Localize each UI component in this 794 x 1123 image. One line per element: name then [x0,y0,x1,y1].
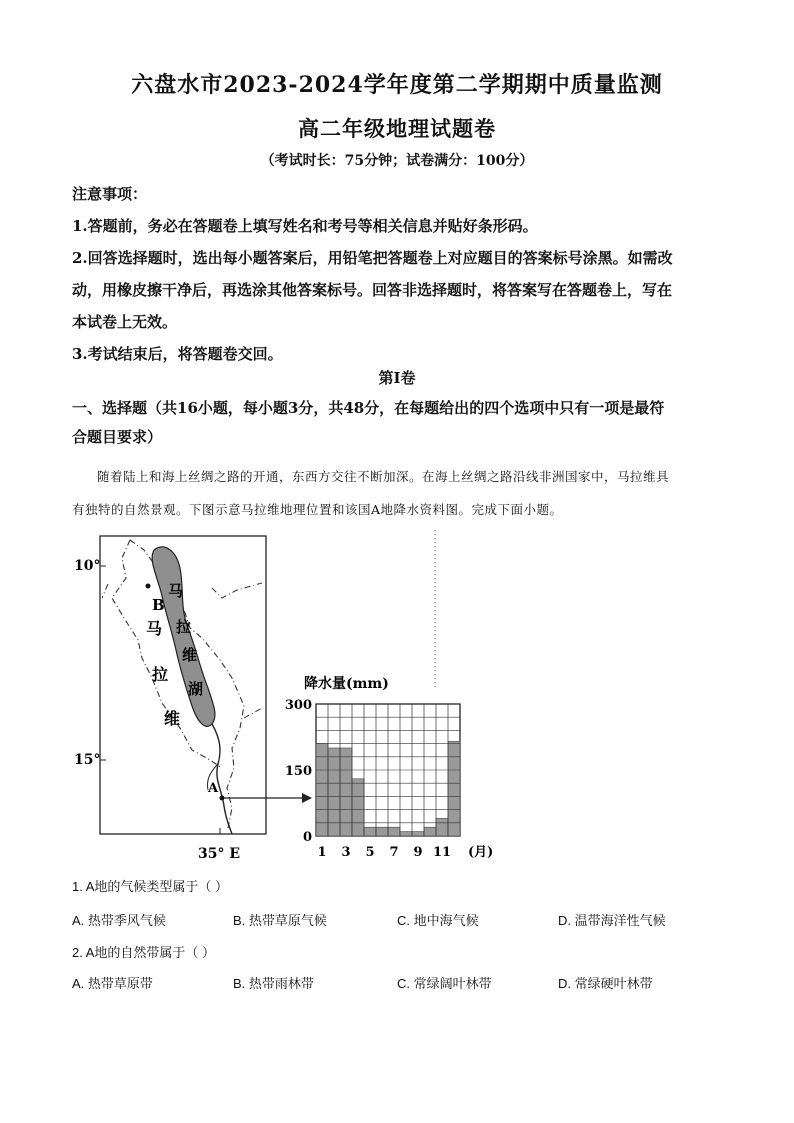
notice-line: 动，用橡皮擦干净后，再选涂其他答案标号。回答非选择题时，将答案写在答题卷上，写在 [72,281,673,299]
notice-line: 3.考试结束后，将答题卷交回。 [72,345,283,363]
question-1-option-a[interactable]: A. 热带季风气候 [72,913,166,928]
precipitation-bar [376,827,388,836]
point-b-label: B [152,596,165,614]
precipitation-bar [364,827,376,836]
map-frame [100,536,266,834]
exam-subtitle: 高二年级地理试题卷 [298,116,496,141]
question-2-stem: 2. A地的自然带属于（ ） [72,945,216,960]
lake-name-char: 马 [168,582,184,600]
exam-title: 六盘水市2023-2024学年度第二学期期中质量监测 [131,72,663,98]
lake-name-char: 拉 [176,618,192,636]
question-2-option-c[interactable]: C. 常绿阔叶林带 [397,976,492,991]
precipitation-bar [400,832,412,836]
precipitation-bar [424,827,436,836]
precipitation-bar [412,832,424,836]
question-intro [72,460,722,526]
x-tick-label: 5 [365,845,375,860]
point-a-label: A [208,781,219,796]
part-heading-line: 一、选择题（共16小题，每小题3分，共48分，在每题给出的四个选项中只有一项是最符 [72,399,665,417]
volume-title: 第I卷 [378,369,416,387]
y-tick-label: 0 [302,830,312,845]
question-1-stem: 1. A地的气候类型属于（ ） [72,879,229,894]
x-tick-label: 7 [389,845,399,860]
lat-label-10: 10° [74,558,101,574]
precipitation-bar [388,827,400,836]
x-tick-label: 1 [317,845,327,860]
chart-ylabel: 降水量(mm) [304,676,389,692]
y-tick-label: 300 [284,698,312,713]
question-2-option-a[interactable]: A. 热带草原带 [72,976,153,991]
notice-block [72,178,722,370]
question-2-option-d[interactable]: D. 常绿硬叶林带 [558,976,653,991]
notice-line: 2.回答选择题时，选出每小题答案后，用铅笔把答题卷上对应题目的答案标号涂黑。如需改 [72,249,673,267]
point-b-marker [146,584,151,589]
precipitation-bar [352,779,364,836]
precipitation-bar [448,741,460,836]
precipitation-chart [285,698,493,860]
precipitation-bar [436,818,448,836]
arrow-head [302,793,312,803]
x-tick-label: 9 [413,845,423,860]
intro-line: 随着陆上和海上丝绸之路的开通，东西方交往不断加深。在海上丝绸之路沿线非洲国家中，马拉维具 [97,469,670,484]
x-tick-label: 11 [432,845,452,860]
map-and-chart-figure [72,528,496,864]
country-name-char: 维 [164,709,181,728]
y-tick-label: 150 [284,764,312,779]
lon-label-35e: 35° E [198,846,241,862]
question-1-option-c[interactable]: C. 地中海气候 [397,913,479,928]
country-name-char: 拉 [152,665,169,684]
lat-label-15: 15° [74,752,101,768]
question-1-option-b[interactable]: B. 热带草原气候 [233,913,327,928]
question-2-option-b[interactable]: B. 热带雨林带 [233,976,314,991]
notice-line: 1.答题前，务必在答题卷上填写姓名和考号等相关信息并贴好条形码。 [72,217,538,235]
point-a-marker [220,796,225,801]
part-heading-line: 合题目要求） [72,428,163,446]
lake-name-char: 维 [182,646,198,664]
notice-line: 本试卷上无效。 [72,313,178,331]
intro-line: 有独特的自然景观。下图示意马拉维地理位置和该国A地降水资料图。完成下面小题。 [72,502,563,517]
country-name-char: 马 [146,619,163,638]
part-heading [72,394,722,452]
notice-heading: 注意事项： [72,185,148,203]
lake-name-char: 湖 [188,680,204,698]
precipitation-bar [316,744,328,836]
question-1-option-d[interactable]: D. 温带海洋性气候 [558,913,666,928]
x-unit-label: (月) [468,845,494,860]
x-tick-label: 3 [341,845,351,860]
exam-info: （考试时长：75分钟；试卷满分：100分） [260,153,534,169]
